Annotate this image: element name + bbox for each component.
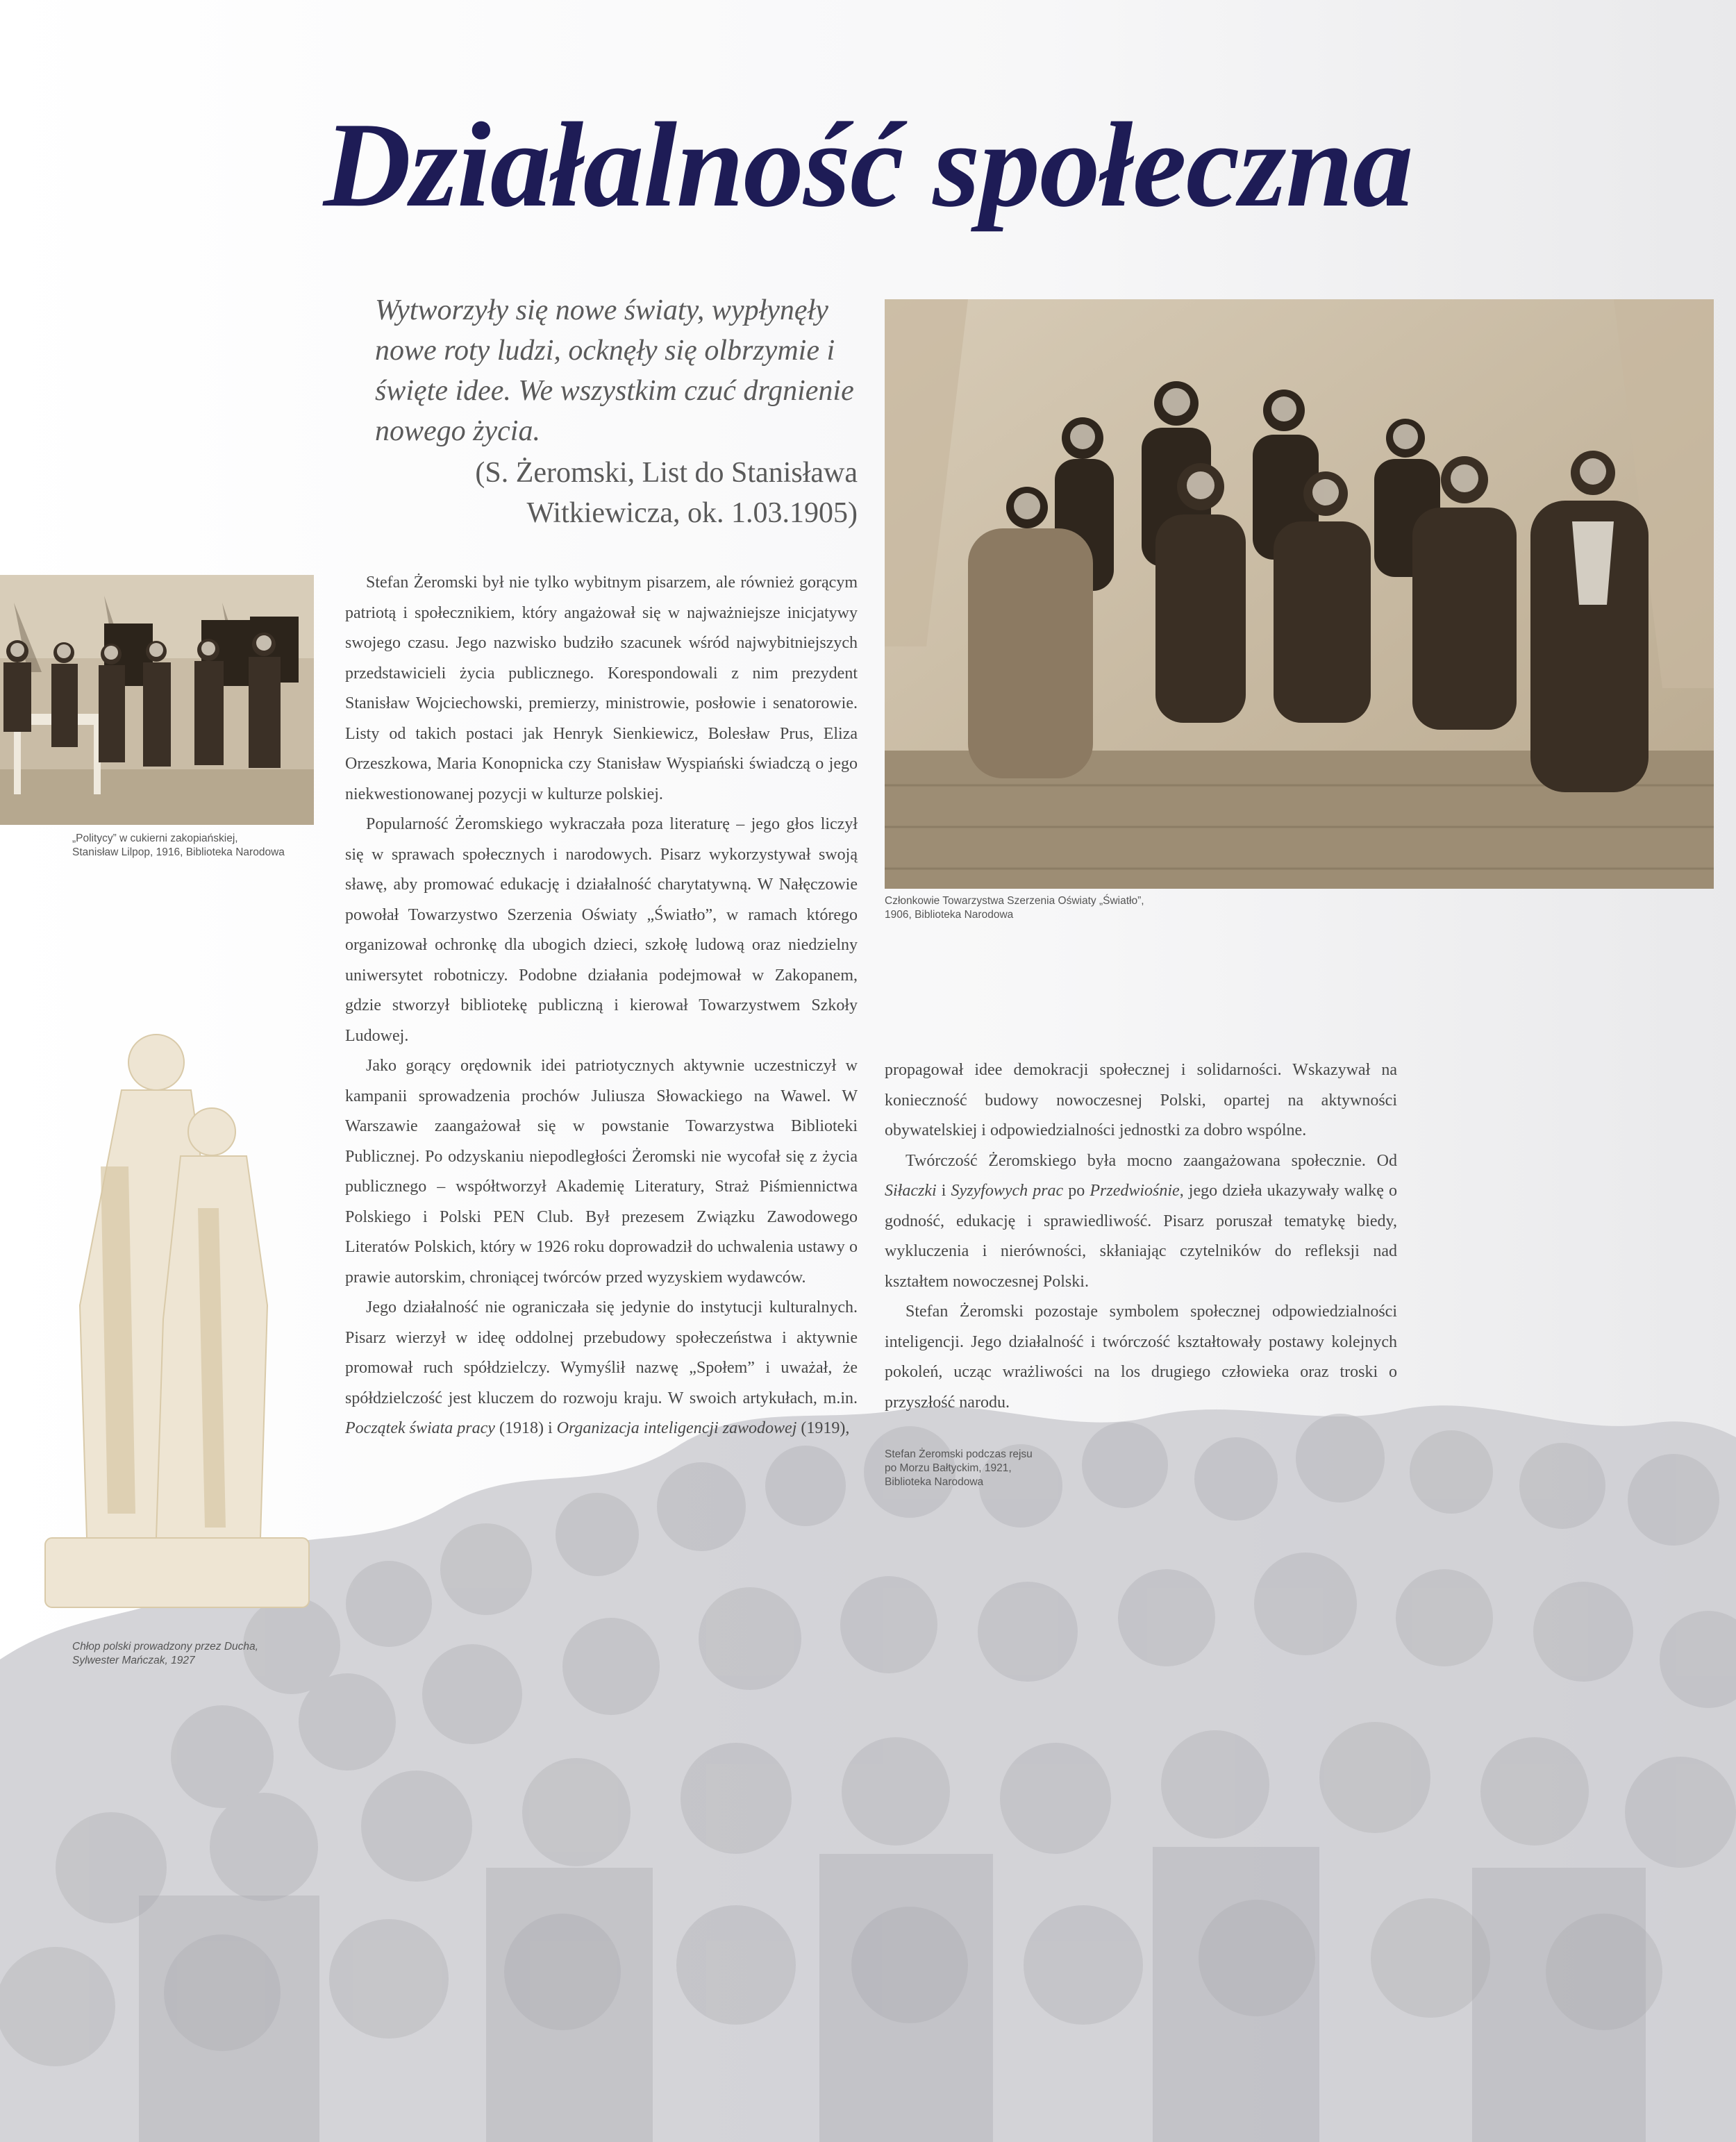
book-title: Początek świata pracy <box>345 1419 495 1437</box>
photo-swiatlo-group <box>885 299 1714 889</box>
paragraph: Jako gorący orędownik idei patriotycznych aktywnie uczestniczył w kampanii sprowadzenia prochów Juliusza Słowackiego na Wawel. W Warszawie zaangażował się w powstanie Towarzystwa Biblioteki Publicznej. Po odzyskaniu niepodległości Żeromski nie wycofał się z życia publicznego – współtworzył Akademię Literatury, Straż Piśmiennictwa Polskiego i Polski PEN Club. Był prezesem Związku Zawodowego Literatów Polskich, który w 1926 roku doprowadził do uchwalenia ustawy o prawie autorskim, chroniącej twórców przed wyzyskiem wydawców. <box>345 1057 858 1287</box>
paragraph: Stefan Żeromski pozostaje symbolem społecznej odpowiedzialności inteligencji. Jego działalność i twórczość kształtowały postawy kolejnych pokoleń, ucząc wrażliwości na los drugiego człowieka oraz troski o przyszłość narodu. <box>885 1303 1397 1412</box>
book-title: Syzyfowych prac <box>951 1182 1064 1200</box>
caption-line: Sylwester Mańczak, 1927 <box>72 1655 195 1666</box>
caption-line: Chłop polski prowadzony przez Ducha, <box>72 1641 258 1652</box>
text-span: (1919), <box>796 1419 850 1437</box>
caption-rejs <box>885 1448 1107 1489</box>
body-text-right <box>885 1055 1397 1418</box>
caption-line: Biblioteka Narodowa <box>885 1476 984 1488</box>
quote-source <box>389 453 858 533</box>
book-title: Organizacja inteligencji zawodowej <box>556 1419 797 1437</box>
caption-politycy <box>72 832 322 860</box>
body-text-left <box>345 568 858 1444</box>
caption-statue <box>72 1640 322 1668</box>
photo-politycy <box>0 575 314 825</box>
paragraph: propagował idee demokracji społecznej i solidarności. Wskazywał na konieczność budowy nowoczesnej Polski, opartej na aktywności obywatelskiej i odpowiedzialności jednostki za dobro wspólne. <box>885 1061 1397 1139</box>
text-span: (1918) i <box>494 1419 557 1437</box>
text-span: Jego działalność nie ograniczała się jedynie do instytucji kulturalnych. Pisarz wierzył w ideę oddolnej przebudowy społeczeństwa i aktywnie promował ruch spółdzielczy. Wymyślił nazwę „Społem” i uważał, że spółdzielczość jest kluczem do rozwoju kraju. W swoich artykułach, m.in. <box>345 1298 858 1407</box>
paragraph: Popularność Żeromskiego wykraczała poza literaturę – jego głos liczył się w sprawach społecznych i narodowych. Pisarz wykorzystywał swoją sławę, aby promować edukację i działalność charytatywną. W Nałęczowie powołał Towarzystwo Szerzenia Oświaty „Światło”, w ramach którego organizował ochronkę dla ubogich dzieci, szkołę ludową oraz niedzielny uniwersytet robotniczy. Podobne działania podejmował w Zakopanem, gdzie stworzył bibliotekę publiczną i kierował Towarzystwem Szkoły Ludowej. <box>345 815 858 1045</box>
caption-line: po Morzu Bałtyckim, 1921, <box>885 1462 1012 1474</box>
book-title: Siłaczki <box>885 1182 937 1200</box>
text-span: po <box>1063 1182 1090 1200</box>
text-span: i <box>936 1182 951 1200</box>
text-span: Twórczość Żeromskiego była mocno zaangażowana społecznie. Od <box>905 1151 1397 1170</box>
paragraph: Stefan Żeromski był nie tylko wybitnym pisarzem, ale również gorącym patriotą i społecznikiem, który angażował się w najważniejsze inicjatywy swojego czasu. Jego nazwisko budziło szacunek wśród najwybitniejszych przedstawicieli życia publicznego. Korespondowali z nim prezydent Stanisław Wojciechowski, premierzy, ministrowie, posłowie i senatorowie. Listy od takich postaci jak Henryk Sienkiewicz, Bolesław Prus, Eliza Orzeszkowa, Maria Konopnicka czy Stanisław Wyspiański świadczą o jego niekwestionowanej pozycji w kulturze polskiej. <box>345 574 858 803</box>
quote-text: Wytworzyły się nowe światy, wypłynęły nowe roty ludzi, ocknęły się olbrzymie i święte idee. We wszystkim czuć drgnienie nowego życia. <box>375 294 854 447</box>
caption-line: 1906, Biblioteka Narodowa <box>885 909 1014 921</box>
caption-line: Stefan Żeromski podczas rejsu <box>885 1448 1033 1460</box>
paragraph <box>345 1293 858 1444</box>
caption-line: Członkowie Towarzystwa Szerzenia Oświaty „Światło”, <box>885 895 1144 907</box>
quote-source-line: (S. Żeromski, List do Stanisława <box>475 457 858 489</box>
caption-swiatlo <box>885 894 1232 922</box>
book-title: Przedwiośnie <box>1090 1182 1180 1200</box>
caption-line: „Politycy” w cukierni zakopiańskiej, <box>72 832 238 844</box>
paragraph <box>885 1146 1397 1298</box>
caption-line: Stanisław Lilpop, 1916, Biblioteka Narodowa <box>72 846 285 858</box>
page-title: Działalność społeczna <box>323 97 1413 232</box>
photo-statue <box>38 1028 323 1618</box>
text-span: , jego dzieła ukazywały walkę o godność, edukację i sprawiedliwość. Pisarz poruszał tematykę biedy, wykluczenia i nierówności, skłaniając czytelników do refleksji nad kształtem nowoczesnej Polski. <box>885 1182 1398 1291</box>
quote-source-line: Witkiewicza, ok. 1.03.1905) <box>526 497 858 529</box>
